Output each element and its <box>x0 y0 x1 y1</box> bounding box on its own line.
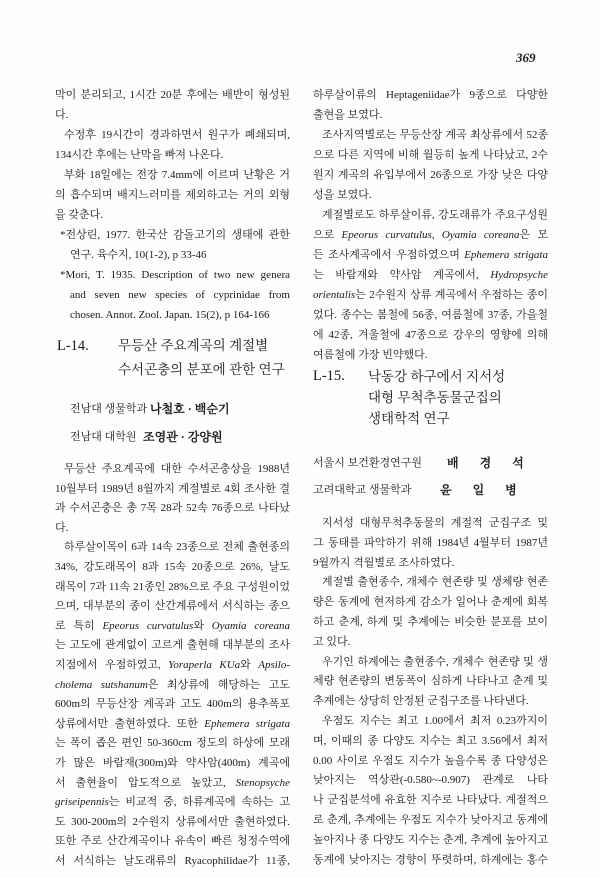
text-line: 여름철에 가장 빈약했다. <box>313 349 428 361</box>
article-heading <box>313 366 548 429</box>
species-name: Apsilo- <box>258 658 290 671</box>
text-line: 조사지역별로는 무등산장 계곡 최상류에서 52종 <box>322 129 548 141</box>
left-column <box>55 0 290 877</box>
paragraph <box>55 165 290 225</box>
text-line: 으로 다른 지역에 비해 월등히 높게 나타났고, 2수 <box>313 149 548 161</box>
text-line: 고 있다. <box>313 635 351 648</box>
species-name: Oyamia coreana <box>441 229 520 241</box>
continued-text <box>313 85 548 365</box>
species-name: Yoraperla KUa <box>168 658 241 671</box>
reference-entry <box>55 265 290 325</box>
text-line: chosen. Annot. Zool. Japan. 15(2), p 164-166 <box>70 309 270 321</box>
continued-text <box>55 85 290 325</box>
text-line: 하루살이목이 6과 14속 23종으로 전체 출현종의 <box>64 541 290 554</box>
species-name: Hydropsyche <box>490 269 548 281</box>
text-line: 에 42종, 겨울철에 47종으로 강우의 영향에 의해 <box>313 329 548 341</box>
text-line: 동계에 낮아지는 경향이 뚜렷하며, 하계에는 홍수 <box>313 853 548 866</box>
article-title <box>118 334 285 382</box>
text-line: 하고 춘계, 하계 및 추계에는 비슷한 분포를 보이 <box>313 615 548 628</box>
text-line: *전상린, 1977. 한국산 감돌고기의 생태에 관한 <box>60 229 290 241</box>
text-line: 지서성 대형무척추동물의 계절적 군집구조 및 <box>322 517 548 529</box>
author-affiliation: 전남대 대학원 <box>70 431 137 443</box>
paragraph <box>313 712 548 870</box>
text-line <box>55 793 290 813</box>
author-line <box>55 400 290 418</box>
text-line: 계절별로도 하루살이류, 강도래류가 주요구성원 <box>322 209 548 221</box>
paragraph <box>313 573 548 652</box>
text-line: 으며, 대부분의 종이 산간계류에서 서식하는 종으 <box>55 600 290 613</box>
text-line: 성을 보였다. <box>313 189 372 201</box>
text-line <box>313 225 548 245</box>
text-line <box>55 617 290 637</box>
paragraph <box>55 85 290 125</box>
text-line <box>313 285 548 305</box>
text-line: 과 수서곤충은 총 7목 28과 52속 76종으로 나타났 <box>55 502 290 515</box>
author-names: 배 경 석 <box>447 456 524 470</box>
text-line: 9월까지 격월별로 조사하였다. <box>313 556 455 569</box>
article-title-line: 낙동강 하구에서 지서성 <box>368 369 506 384</box>
article-code: L-14. <box>57 338 89 354</box>
text-line: 낮아지는 역상관(-0.580~-0.907) 관계로 나타 <box>313 774 548 787</box>
text-segment: 으로 <box>313 229 342 241</box>
text-segment: 서 출현율이 압도적으로 높았고, <box>55 776 236 789</box>
text-line: 로 춘계, 추계에는 우점도 지수가 낮아지고 동계에 <box>313 813 548 826</box>
text-line: 수정후 19시간이 경과하면서 원구가 폐쇄되며, <box>64 129 290 141</box>
author-names: 나철호 · 백순기 <box>150 402 230 416</box>
species-name: cholema sutshanum <box>55 678 148 691</box>
text-segment: 은 최상류에 해당하는 고도 <box>147 678 290 691</box>
article-body <box>313 514 548 870</box>
text-line: 는 폭이 좁은 편인 50-360cm 정도의 하상에 모래 <box>55 737 290 750</box>
text-line: 원지 계곡의 유입부에서 26종으로 가장 낮은 다양 <box>313 169 548 181</box>
text-line: and seven new species of cyprinidae from <box>70 289 290 301</box>
text-line: 량은 동계에 현저하게 감소가 일어나 춘계에 회복 <box>313 596 548 609</box>
text-segment: 와 <box>240 658 259 671</box>
text-line: 을 갖춘다. <box>55 209 104 221</box>
paragraph <box>313 125 548 205</box>
text-segment: 상류에서만 출현하였다. 또한 <box>55 717 205 730</box>
text-line <box>55 774 290 794</box>
paragraph <box>55 538 290 871</box>
text-line: 그 동태를 파악하기 위해 1984년 4월부터 1987년 <box>313 536 548 549</box>
text-line: 다. <box>55 109 69 121</box>
author-line <box>313 481 548 499</box>
text-line: 계절별 출현종수, 개체수 현존량 및 생체량 현존 <box>322 576 548 589</box>
paragraph <box>313 653 548 712</box>
author-line <box>55 428 290 446</box>
paragraph <box>313 514 548 573</box>
text-line <box>55 676 290 696</box>
text-segment: 든 조사계곡에서 우점하였으며 <box>313 249 465 261</box>
page-number: 369 <box>516 50 536 65</box>
text-segment: 는 2수원지 상류 계곡에서 우점하는 종이 <box>355 289 548 301</box>
text-line: 34%, 강도래목이 8과 15속 20종으로 26%, 날도 <box>55 560 290 573</box>
species-name: griseipennis <box>55 796 109 809</box>
text-segment: , <box>431 229 442 241</box>
text-line: 었다. 종수는 봄철에 56종, 여름철에 37종, 가을철 <box>313 309 548 321</box>
text-line: 서 서식하는 날도래류의 Ryacophilidae가 11종, <box>55 854 290 867</box>
text-line: 다. <box>55 521 69 534</box>
species-name: orientalis <box>313 289 356 301</box>
text-line: 600m의 무등산장 계곡과 고도 400m의 용추폭포 <box>55 698 290 711</box>
text-segment: 로 특히 <box>55 619 103 632</box>
article-title-line: 대형 무척추동물군집의 <box>368 390 502 405</box>
text-line: 우기인 하계에는 출현종수, 개체수 현존량 및 생 <box>322 655 548 668</box>
text-line: 나 군집분석에 유효한 지수로 나타났다. 계절적으 <box>313 794 548 807</box>
species-name: Oyamia coreana <box>211 619 290 632</box>
text-line: 높아지나 종 다양도 지수는 춘계, 추계에 높아지고 <box>313 833 548 846</box>
reference-entry <box>55 225 290 265</box>
species-name: Stenopsyche <box>235 776 290 789</box>
right-column <box>313 0 548 877</box>
author-affiliation: 전남대 생물학과 <box>70 403 148 415</box>
text-line: 며, 이때의 종 다양도 지수는 최고 3.56에서 최저 <box>313 734 548 747</box>
text-line <box>55 715 290 735</box>
text-line: 추계에는 상당히 안정된 군집구조를 나타낸다. <box>313 695 529 708</box>
text-segment: 는 바람재와 약사암 계곡에서, <box>313 269 491 281</box>
species-name: Ephemera strigata <box>204 717 290 730</box>
text-line: 무등산 주요계곡에 대한 수서곤충상을 1988년 <box>64 463 290 475</box>
article-title-line: 수서곤충의 분포에 관한 연구 <box>118 362 285 377</box>
text-line: 출현을 보였다. <box>313 109 383 121</box>
article-heading <box>57 334 290 382</box>
paragraph <box>313 85 548 125</box>
article-title-line: 생태학적 연구 <box>368 411 450 426</box>
paragraph <box>313 205 548 365</box>
text-line: *Mori, T. 1935. Description of two new genera <box>60 269 290 281</box>
text-line: 막이 분리되고, 1시간 20분 후에는 배반이 형성된 <box>55 89 290 101</box>
author-affiliation: 서울시 보건환경연구원 <box>313 457 423 469</box>
text-line <box>313 245 548 265</box>
text-line: 연구. 육수지, 10(1-2), p 33-46 <box>70 249 207 261</box>
text-line: 또한 주로 산간계곡이나 유속이 빠른 청정수역에 <box>55 835 290 848</box>
text-line: 의 흡수되며 배지느러미를 제외하고는 거의 외형 <box>55 189 290 201</box>
text-segment: 와 <box>193 619 212 632</box>
species-name: Epeorus curvatulus <box>102 619 194 632</box>
text-line: 래목이 7과 11속 21종인 28%으로 주요 구성원이었 <box>55 580 290 593</box>
text-line: 도 300-200m의 2수원지 상류에서만 출현하였다. <box>55 815 290 828</box>
author-affiliation: 고려대학교 생물학과 <box>313 484 412 496</box>
paragraph <box>55 125 290 165</box>
text-segment: 는 비교적 중, 하류계곡에 속하는 고 <box>108 796 290 809</box>
species-name: Epeorus curvatulus <box>341 229 432 241</box>
text-line: 부화 18일에는 전장 7.4mm에 이르며 난황은 거 <box>64 169 290 181</box>
article-code: L-15. <box>313 368 345 384</box>
text-line: 10월부터 1989년 8월까지 계절별로 4회 조사한 결 <box>55 482 290 495</box>
text-line <box>313 265 548 285</box>
text-line: 0.00 사이로 우점도 지수가 높을수록 종 다양성은 <box>313 754 548 767</box>
text-line: 가 많은 바람재(300m)와 약사암(400m) 계곡에 <box>55 756 290 769</box>
paragraph <box>55 460 290 538</box>
text-segment: 은 모 <box>519 229 548 241</box>
author-names: 윤 일 병 <box>440 483 517 497</box>
text-line: 우점도 지수는 최고 1.00에서 최저 0.23까지이 <box>322 714 548 727</box>
author-line <box>313 454 548 472</box>
author-names: 조영관 · 강양원 <box>143 430 223 444</box>
text-line: 는 고도에 관계없이 고르게 출현해 대부분의 조사 <box>55 639 290 652</box>
text-line: 하루살이류의 Heptageniidae가 9종으로 다양한 <box>313 89 548 101</box>
text-line: 체량 현존량의 변동폭이 심하게 나타나고 춘계 및 <box>313 675 548 688</box>
text-line <box>55 656 290 676</box>
article-body <box>55 460 290 871</box>
text-segment: 지점에서 우점하였고, <box>55 658 169 671</box>
article-title <box>368 366 505 429</box>
article-title-line: 무등산 주요계곡의 계절별 <box>118 338 269 353</box>
species-name: Ephemera strigata <box>464 249 548 261</box>
text-line: 134시간 후에는 난막을 빠져 나온다. <box>55 149 224 161</box>
